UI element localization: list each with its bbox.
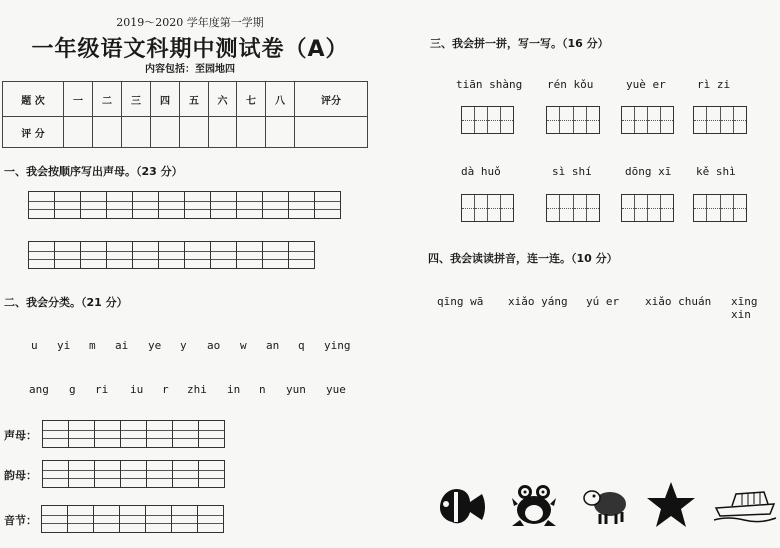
- pinyin-word: rì zi: [697, 78, 731, 91]
- score-header: 五: [180, 82, 209, 117]
- star-icon[interactable]: [645, 480, 697, 530]
- score-header: 题 次: [3, 82, 64, 117]
- page-title: 一年级语文科期中测试卷（A）: [31, 37, 349, 62]
- letter-item: yi: [57, 339, 71, 352]
- letter-item: iu: [130, 383, 144, 396]
- content-scope: 内容包括：至园地四: [145, 64, 235, 75]
- tianzi-grid[interactable]: [461, 194, 514, 222]
- score-cell[interactable]: [180, 117, 209, 148]
- letter-item: in: [227, 383, 241, 396]
- score-row-label: 评 分: [3, 117, 64, 148]
- letter-item: ying: [324, 339, 351, 352]
- pinyin-option[interactable]: xiǎo yáng: [508, 295, 568, 308]
- letter-item: zhi: [187, 383, 207, 396]
- score-header: 七: [237, 82, 266, 117]
- frog-icon[interactable]: [508, 480, 560, 530]
- pinyin-option[interactable]: yú er: [586, 295, 620, 308]
- tianzi-grid[interactable]: [693, 194, 747, 222]
- letter-item: an: [266, 339, 280, 352]
- letter-item: y: [180, 339, 187, 352]
- score-header: 一: [64, 82, 93, 117]
- pinyin-word: yuè er: [626, 78, 666, 91]
- section4-title: 四、我会读读拼音，连一连。（10 分）: [428, 252, 618, 265]
- pinyin-option[interactable]: qīng wā: [437, 295, 484, 308]
- fish-icon[interactable]: [436, 480, 488, 530]
- letter-item: r: [162, 383, 169, 396]
- shengmu-order-grid-2[interactable]: [28, 241, 315, 269]
- tianzi-grid[interactable]: [621, 194, 674, 222]
- tianzi-grid[interactable]: [546, 106, 600, 134]
- letter-item: m: [89, 339, 96, 352]
- yunmu-grid[interactable]: [42, 460, 225, 488]
- letter-item: ao: [207, 339, 221, 352]
- shengmu-order-grid-1[interactable]: [28, 191, 341, 219]
- sheep-icon[interactable]: [578, 480, 630, 530]
- pinyin-option[interactable]: xiǎo chuán: [645, 295, 712, 308]
- pinyin-word: dōng xī: [625, 165, 672, 178]
- section1-title: 一、我会按顺序写出声母。（23 分）: [4, 165, 183, 178]
- letter-item: yue: [326, 383, 346, 396]
- shengmu-label: 声母：: [4, 429, 37, 442]
- shengmu-grid[interactable]: [42, 420, 225, 448]
- score-header: 二: [93, 82, 122, 117]
- section3-title: 三、我会拼一拼，写一写。（16 分）: [430, 37, 609, 50]
- section2-title: 二、我会分类。（21 分）: [4, 296, 128, 309]
- boat-icon[interactable]: [712, 480, 778, 530]
- term-label: 2019～2020 学年度第一学期: [116, 16, 264, 29]
- score-cell[interactable]: [237, 117, 266, 148]
- letter-item: u: [31, 339, 38, 352]
- pinyin-word: tiān shàng: [456, 78, 523, 91]
- score-table: [2, 81, 368, 148]
- score-header: 评分: [295, 82, 368, 117]
- yunmu-label: 韵母：: [4, 469, 37, 482]
- pinyin-option[interactable]: xīng xin: [731, 295, 758, 321]
- letter-item: ang: [29, 383, 49, 396]
- score-cell[interactable]: [122, 117, 151, 148]
- score-header: 四: [151, 82, 180, 117]
- score-header: 三: [122, 82, 151, 117]
- yinjie-grid[interactable]: [41, 505, 224, 533]
- score-header: 八: [266, 82, 295, 117]
- letter-item: ai: [115, 339, 129, 352]
- score-header: 六: [209, 82, 237, 117]
- score-cell[interactable]: [151, 117, 180, 148]
- score-cell[interactable]: [64, 117, 93, 148]
- letter-item: n: [259, 383, 266, 396]
- letter-item: w: [240, 339, 247, 352]
- pinyin-word: sì shí: [552, 165, 592, 178]
- tianzi-grid[interactable]: [693, 106, 747, 134]
- score-cell[interactable]: [93, 117, 122, 148]
- letter-item: ye: [148, 339, 162, 352]
- tianzi-grid[interactable]: [546, 194, 600, 222]
- pinyin-word: rén kǒu: [547, 78, 594, 91]
- pinyin-word: kě shì: [696, 165, 736, 178]
- score-cell[interactable]: [266, 117, 295, 148]
- letter-item: q: [298, 339, 305, 352]
- yinjie-label: 音节：: [4, 514, 37, 527]
- letter-item: ri: [95, 383, 109, 396]
- tianzi-grid[interactable]: [461, 106, 514, 134]
- letter-item: g: [69, 383, 76, 396]
- letter-item: yun: [286, 383, 306, 396]
- score-cell[interactable]: [209, 117, 237, 148]
- tianzi-grid[interactable]: [621, 106, 674, 134]
- score-cell[interactable]: [295, 117, 368, 148]
- pinyin-word: dà huǒ: [461, 165, 501, 178]
